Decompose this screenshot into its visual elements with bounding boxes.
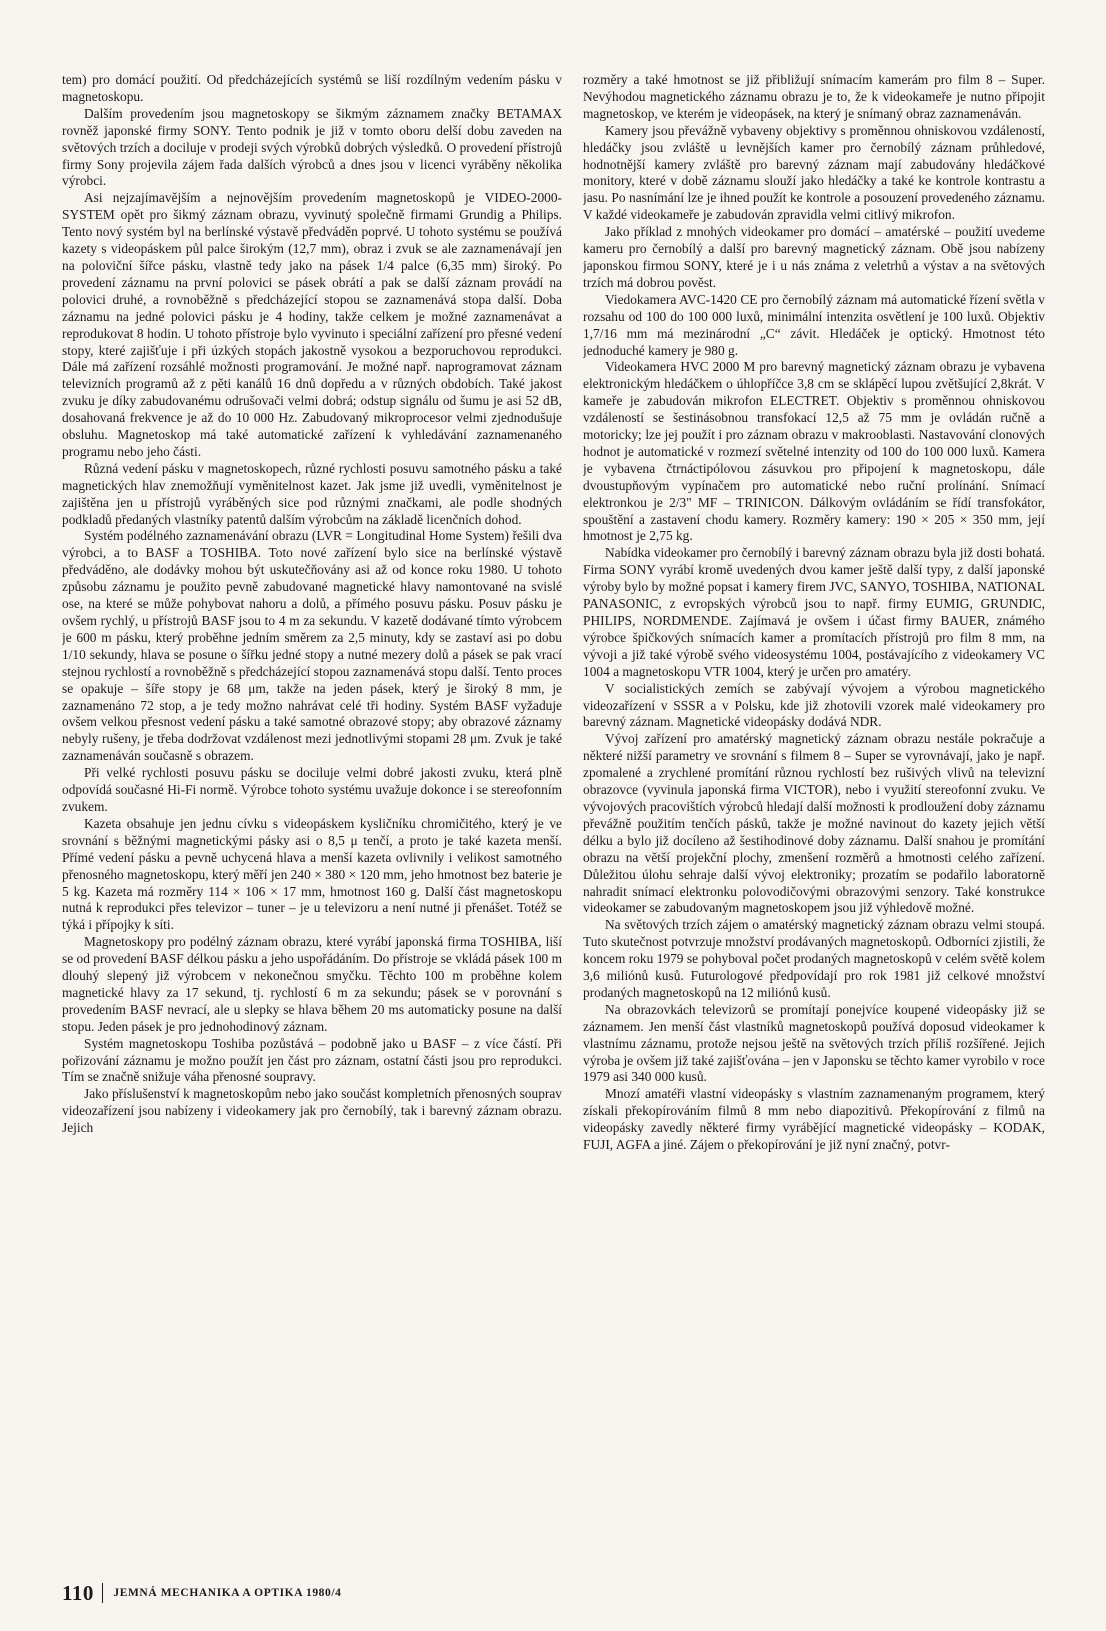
footer-divider — [102, 1583, 104, 1603]
left-column — [62, 72, 562, 1572]
paragraph: Dalším provedením jsou magnetoskopy se šikmým záznamem značky BETAMAX rovněž japonské firmy SONY. Tento podnik je již v tomto oboru delší dobu zaveden na světových trzích a dociluje v prodeji svých výrobků dobrých výsledků. O provedení přístrojů firmy Sony projevila zájem řada dalších výrobců a dnes jsou v licenci vyráběny několika výrobci. — [62, 105, 562, 189]
paragraph: V socialistických zemích se zabývají vývojem a výrobou magnetického videozařízení v SSSR a v Polsku, kde již zhotovili vzorek malé videokamery pro barevný záznam. Magnetické videopásky dodává NDR. — [583, 680, 1045, 730]
paragraph: tem) pro domácí použití. Od předcházejících systémů se liší rozdílným vedením pásku v magnetoskopu. — [62, 72, 562, 104]
paragraph: Kamery jsou převážně vybaveny objektivy s proměnnou ohniskovou vzdáleností, hledáčky jsou zvláště u levnějších kamer pro černobílý záznam průhledové, hodnotnější kamery zvláště pro barevný záznam mají zabudovány hledáčkové monitory, které v době záznamu slouží jako hledáčky a také ke kontrole kontrastu a jasu. Po nasnímání lze je ihned použít ke kontrole a posouzení provedeného záznamu. V každé videokameře je zabudován zpravidla velmi citlivý mikrofon. — [583, 122, 1045, 223]
page-number: 110 — [62, 1580, 94, 1605]
paragraph: Viedokamera AVC-1420 CE pro černobílý záznam má automatické řízení světla v rozsahu od 100 do 100 000 luxů, minimální intenzita osvětlení je 100 luxů. Objektiv 1,7/16 mm má mezinárodní „C“ závit. Hledáček je optický. Hmotnost této jednoduché kamery je 980 g. — [583, 291, 1045, 358]
paragraph: Při velké rychlosti posuvu pásku se dociluje velmi dobré jakosti zvuku, která plně odpovídá současné Hi-Fi normě. Výrobce tohoto systému uvažuje dokonce i se stereofonním zvukem. — [62, 765, 562, 814]
paragraph: Magnetoskopy pro podélný záznam obrazu, které vyrábí japonská firma TOSHIBA, liší se od provedení BASF délkou pásku a jeho uspořádáním. Do přístroje se vkládá pásek 100 m dlouhý slepený již výrobcem v nekonečnou smyčku. Těchto 100 m proběhne kolem magnetické hlavy za 17 sekund, tj. rychlostí 6 m za sekundu; pásek se v porovnání s provedením BASF nevrací, ale u slepky se hlava během 20 ms automaticky posune na další stopu. Jeden pásek je pro jednohodinový záznam. — [62, 934, 562, 1034]
paragraph: Jako příslušenství k magnetoskopům nebo jako součást kompletních přenosných souprav videozařízení jsou nabízeny i videokamery jak pro černobílý, tak i barevný záznam obrazu. Jejich — [62, 1086, 562, 1136]
paragraph: Různá vedení pásku v magnetoskopech, různé rychlosti posuvu samotného pásku a také magnetických hlav znemožňují vyměnitelnost kazet. Jak jsme již uvedli, vyměnitelnost je zajištěna jen u přístrojů vyráběných sice pod různými značkami, ale podle shodných podkladů předaných vlastníky patentů dalším výrobcům na základě licenčních dohod. — [62, 460, 562, 527]
paragraph: Na obrazovkách televizorů se promítají ponejvíce koupené videopásky již se záznamem. Jen menší část vlastníků magnetoskopů používá doposud videokamer k vlastnímu záznamu, protože nejsou ještě na světových trzích příliš rozšířené. Jejich výroba je ovšem již také zajišťována – jen v Japonsku se těchto kamer vyrobilo v roce 1979 asi 340 000 kusů. — [583, 1001, 1045, 1085]
paragraph: Kazeta obsahuje jen jednu cívku s videopáskem kysličníku chromičitého, který je ve srovnání s běžnými magnetickými pásky asi o 8,5 μ tenčí, a proto je také kazeta menší. Přímé vedení pásku a pevně uchycená hlava a menší kazeta ovlivnily i velikost samotného přenosného magnetoskopu, který měří jen 240 × 380 × 120 mm, jeho hmotnost bez baterie je 5 kg. Kazeta má rozměry 114 × 106 × 17 mm, hmotnost 160 g. Další část magnetoskopu nutná k reprodukci přes televizor – tuner – je u televizoru a není nutné ji přenášet. Totéž se týká i přípojky k síti. — [62, 815, 562, 933]
paragraph: Na světových trzích zájem o amatérský magnetický záznam obrazu velmi stoupá. Tuto skutečnost potvrzuje množství prodávaných magnetoskopů. Odborníci zjistili, že koncem roku 1979 se pohyboval počet prodaných magnetoskopů v celém světě kolem 3,6 miliónů kusů. Futurologové předpovídají pro rok 1981 již celkové množství prodaných magnetoskopů na 12 miliónů kusů. — [583, 917, 1045, 1000]
paragraph: Nabídka videokamer pro černobílý i barevný záznam obrazu byla již dosti bohatá. Firma SONY vyrábí kromě uvedených dvou kamer ještě další typy, z další japonské výroby bylo by možné popsat i kamery firem JVC, SANYO, TOSHIBA, NATIONAL PANASONIC, z evropských výrobců jsou to např. firmy EUMIG, GRUNDIC, PHILIPS, NORDMENDE. Zajímavá je ovšem i účast firmy BAUER, známého výrobce špičkových snímacích kamer a promítacích přístrojů pro film 8 mm, na vývoji a již také výrobě svého videosystému 1004, postávajícího z videokamery VC 1004 a magnetoskopu VTR 1004, který je určen pro amatéry. — [583, 545, 1045, 679]
paragraph: Videokamera HVC 2000 M pro barevný magnetický záznam obrazu je vybavena elektronickým hledáčkem o úhlopříčce 3,8 cm se sklápěcí lupou zvětšující 2,8krát. V kameře je zabudován mikrofon ELECTRET. Objektiv s proměnnou ohniskovou vzdáleností se šestinásobnou transfokací 12,5 až 75 mm je ovládán ručně a motoricky; lze jej použít i pro záznam obrazu v makrooblasti. Nastavování clonových hodnot je automatické v rozmezí světelné intenzity od 100 do 100 000 luxů. Kamera je vybavena čtrnáctipólovou zásuvkou pro připojení k magnetoskopu, dále dvoustupňovým vypínačem pro automatické nebo ruční prolínání. Snímací elektronkou je 2/3" MF – TRINICON. Dálkovým ovládáním se řídí transfokátor, spouštění a zastavení chodu kamery. Rozměry kamery: 190 × 205 × 350 mm, její hmotnost je 2,75 kg. — [583, 359, 1045, 544]
paragraph: Jako příklad z mnohých videokamer pro domácí – amatérské – použití uvedeme kameru pro černobílý a další pro barevný magnetický záznam. Obě jsou nabízeny japonskou firmou SONY, které je i u nás známa z veletrhů a výstav a na světových trzích má dobrou pověst. — [583, 224, 1045, 290]
paragraph: Asi nejzajímavějším a nejnovějším provedením magnetoskopů je VIDEO-2000-SYSTEM opět pro šikmý záznam obrazu, vyvinutý společně firmami Grundig a Philips. Tento nový systém byl na berlínské výstavě předváděn poprvé. U tohoto systému se používá kazety s videopáskem půl palce širokým (12,7 mm), obraz i zvuk se ale zaznamenávají jen na poloviční šířce pásku, vlastně tedy jako na pásek 1/4 palce (6,35 mm) široký. Po provedení záznamu na první polovici se pásek obrátí a pak se další záznam provádí na polovici druhé, a rovnoběžně s předcházející stopou se zaznamenává stopa další. Doba záznamu na jedné polovici pásku je 4 hodiny, takže celkem je možné zaznamenávat a reprodukovat 8 hodin. U tohoto přístroje bylo vyvinuto i speciální zařízení pro přesné vedení stopy, které zajišťuje i při úzkých stopách jakostně vysokou a bezporuchovou reprodukci. Dále má zařízení rozsáhlé možnosti programování. Je možné např. naprogramovat záznam televizních programů až z pěti kanálů 16 dnů dopředu a v různých obdobích. Také jakost zvuku je díky zabudovanému odrušovači velmi dobrá; odstup signálu od šumu je asi 52 dB, dosahovaná frekvence je až do 10 000 Hz. Zabudovaný mikroprocesor velmi zjednodušuje obsluhu. Magnetoskop má také automatické zařízení k vyhledávání zaznamenaného programu nebo jeho části. — [62, 190, 562, 459]
paragraph: rozměry a také hmotnost se již přibližují snímacím kamerám pro film 8 – Super. Nevýhodou magnetického záznamu obrazu je to, že k videokameře je nutno připojit magnetoskop, ve kterém je videopásek, na který je snímaný obraz zaznamenáván. — [583, 72, 1045, 121]
paragraph: Systém podélného zaznamenávání obrazu (LVR = Longitudinal Home System) řešili dva výrobci, a to BASF a TOSHIBA. Toto nové zařízení bylo sice na berlínské výstavě předváděno, ale dodávky mohou být uskutečňovány asi až od konce roku 1980. U tohoto způsobu záznamu je použito pevně zabudované magnetické hlavy namontované na svislé ose, na které se může pohybovat nahoru a dolů, a přímého posuvu pásku. Posuv pásku je ovšem rychlý, u přístrojů BASF jsou to 4 m za sekundu. V kazetě dodávané tímto výrobcem je 600 m pásku, který proběhne jedním směrem za 2,5 minuty, kdy se zastaví asi po dobu 1/10 sekundy, hlava se posune o šířku jedné stopy a nutné mezery dolů a pásek se pak vrací stejnou rychlostí a rovnoběžně s předcházející stopou zaznamenává stopu další. Tento proces se opakuje – šíře stopy je 68 μm, takže na jeden pásek, který je široký 8 mm, je zaznamenáno 72 stop, a je tedy možno nahrávat celé tři hodiny. Systém BASF vyžaduje ovšem velkou přesnost vedení pásku a také samotné obrazové stopy; aby obrazové záznamy nebyly rušeny, je třeba dodržovat vzdálenost mezi jednotlivými stopami 28 μm. Zvuk je také zaznamenáván současně s obrazem. — [62, 528, 562, 764]
paragraph: Systém magnetoskopu Toshiba pozůstává – podobně jako u BASF – z více částí. Při pořizování záznamu je možno použít jen část pro záznam, ostatní části jsou pro reprodukci. Tím se značně snižuje váha přenosné soupravy. — [62, 1035, 562, 1085]
journal-title: JEMNÁ MECHANIKA A OPTIKA 1980/4 — [113, 1587, 342, 1599]
page-footer — [62, 1578, 342, 1608]
right-column — [583, 72, 1045, 1572]
paragraph: Vývoj zařízení pro amatérský magnetický záznam obrazu nestále pokračuje a některé nižší parametry ve srovnání s filmem 8 – Super se vyrovnávají, jako je např. zpomalené a zrychlené promítání různou rychlostí bez rušivých vlivů na televizní obrazovce (vyvinula japonská firma VICTOR), nebo i využití stereofonní zvuku. Ve vývojových pracovištích výrobců hledají další možnosti k prodloužení doby záznamu převážně použitím tenčích pásků, takže je možné navinout do kazety jejich větší délku a bylo již docíleno až šestihodinové doby záznamu. Další snahou je promítání obrazu na větší projekční plochy, zmenšení rozměrů a hmotnosti celého zařízení. Důležitou úlohu sehraje další vývoj elektroniky; prozatím se podařilo laboratorně nahradit snímací elektronku polovodičovými obrazovými senzory. Také konstrukce videokamer se zabudovaným magnetoskopem jsou již výhledově možné. — [583, 731, 1045, 916]
paragraph: Mnozí amatéři vlastní videopásky s vlastním zaznamenaným programem, který získali překopírováním filmů 8 mm nebo diapozitivů. Překopírování z filmů na videopásky zavedly některé firmy vyrábějící magnetické videopásky – KODAK, FUJI, AGFA a jiné. Zájem o překopírování je již nyní značný, potvr- — [583, 1086, 1045, 1153]
